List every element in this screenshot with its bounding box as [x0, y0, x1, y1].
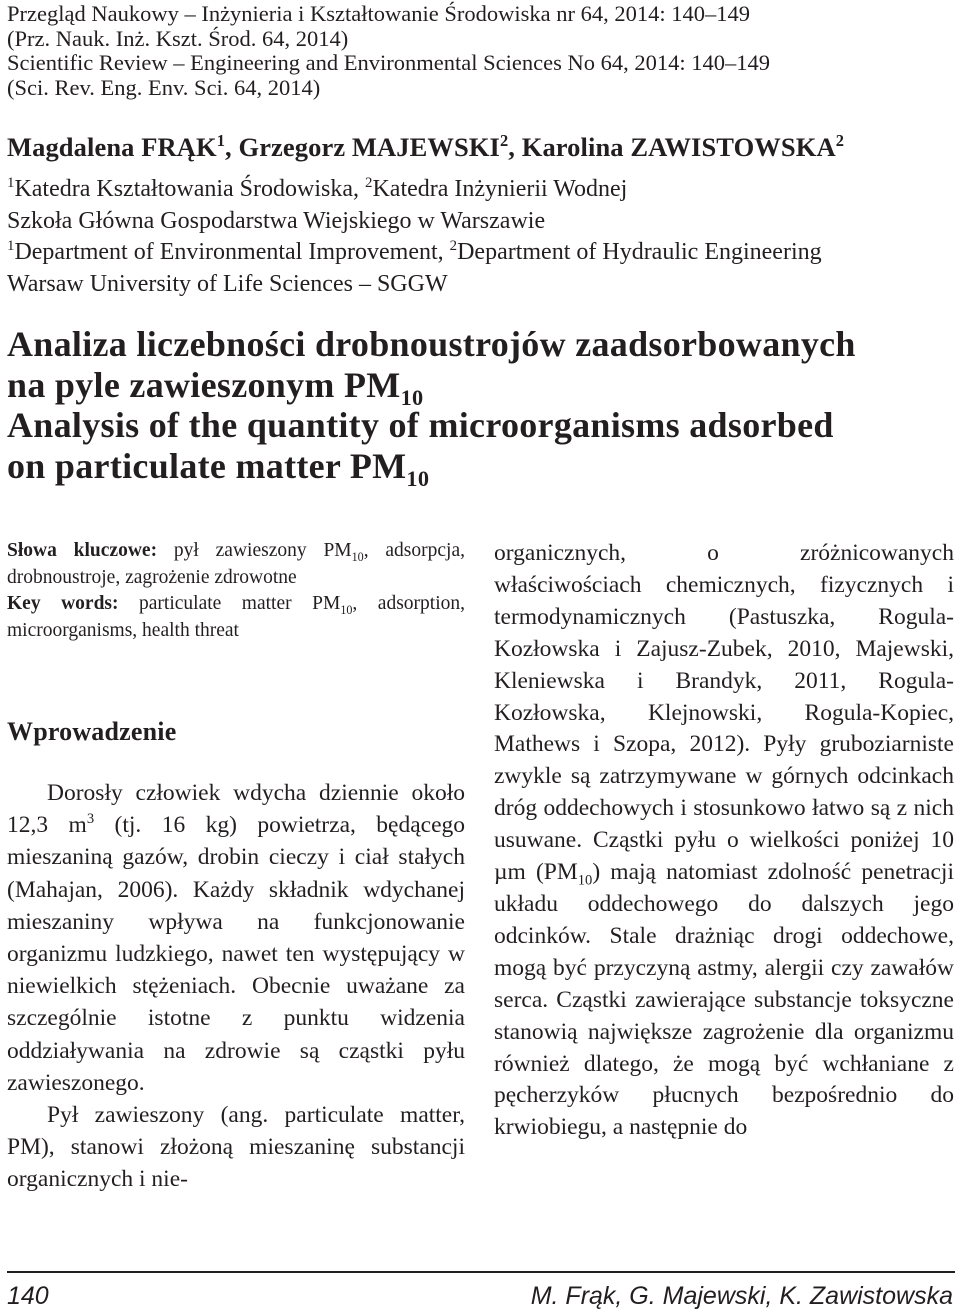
affiliations [7, 174, 947, 300]
journal-line-1: Przegląd Naukowy – Inżynieria i Kształtowanie Środowiska nr 64, 2014: 140–149 [7, 1, 750, 26]
affiliation-mark: 1 [7, 238, 15, 254]
paragraph-text: Dorosły człowiek wdycha dziennie około 12,3 m [7, 780, 465, 839]
keywords-polish-label: Słowa kluczowe: [7, 540, 158, 561]
affiliation-text: Katedra Kształtowania Środowiska, [14, 176, 366, 202]
affiliation-line-4: Warsaw University of Life Sciences – SGGW [7, 270, 448, 297]
affiliation-text: Katedra Inżynierii Wodnej [372, 176, 628, 202]
affiliation-mark: 1 [7, 175, 15, 191]
affiliation-mark: 2 [449, 238, 458, 254]
paragraph-text: organicznych, o zróżnicowanych właściwościach chemicznych, fizycznych i termodynamicznych (Pastuszka, Rogula-Kozłowska i Zajusz-Zubek, 2010, Majewski, Kleniewska i Brandyk, 2011, Rogula-Kozłowska, Klejnowski, Rogula-Kopiec, Mathews i Szopa, 2012). Pyły gruboziarniste zwykle są zatrzymywane w górnych odcinkach dróg oddechowych i stosunkowo łatwo są z nich usuwane. Cząstki pyłu o wielkości poniżej 10 µm (PM [494, 540, 954, 886]
affiliation-line-2: Szkoła Główna Gospodarstwa Wiejskiego w Warszawie [7, 207, 546, 234]
author-1: Magdalena FRĄK [7, 132, 217, 162]
affiliation-text: Department of Environmental Improvement, [14, 239, 450, 265]
title-english-line-2 [7, 445, 947, 491]
journal-line-3: Scientific Review – Engineering and Environmental Sciences No 64, 2014: 140–149 [7, 50, 770, 75]
affiliation-line-3 [7, 237, 947, 269]
left-column [7, 538, 465, 1196]
running-authors: M. Frąk, G. Majewski, K. Zawistowska [530, 1282, 953, 1310]
keywords-text: , adsorpcja, drobnoustroje, zagrożenie zdrowotne [7, 540, 465, 588]
affiliation-mark: 2 [365, 175, 373, 191]
paper-title [7, 324, 947, 491]
paragraph [494, 538, 954, 1144]
author-1-affiliation-mark: 1 [216, 131, 226, 151]
author-3-affiliation-mark: 2 [835, 131, 845, 151]
keywords-text: particulate matter PM [118, 593, 341, 614]
title-text: on particulate matter PM [7, 445, 407, 486]
author-list [7, 132, 947, 163]
journal-line-4: (Sci. Rev. Eng. Env. Sci. 64, 2014) [7, 74, 321, 100]
title-polish-line-2 [7, 364, 947, 410]
keywords-subscript: 10 [340, 602, 353, 617]
page-number: 140 [7, 1282, 49, 1310]
affiliation-line-1 [7, 174, 947, 206]
right-column [494, 538, 954, 1144]
paragraph-text: (tj. 16 kg) powietrza, będącego mieszaniną gazów, drobin cieczy i ciał stałych (Mahajan, 2006). Każdy składnik wdychanej mieszaniny wpływa na funkcjonowanie organizmu ludzkiego, nawet ten występujący w niewielkich stężeniach. Obecnie uważane za szczególnie istotne z punktu widzenia oddziaływania na zdrowie są cząstki pyłu zawieszonego. [7, 812, 466, 1096]
keywords-subscript: 10 [351, 549, 364, 564]
title-text: na pyle zawieszonym PM [7, 364, 401, 405]
title-subscript: 10 [400, 384, 424, 410]
journal-header [7, 2, 947, 100]
author-2-affiliation-mark: 2 [499, 131, 509, 151]
keywords-polish [7, 538, 465, 591]
journal-line-2: (Prz. Nauk. Inż. Kszt. Środ. 64, 2014) [7, 25, 349, 51]
affiliation-text: Department of Hydraulic Engineering [457, 239, 822, 265]
section-heading: Wprowadzenie [7, 717, 177, 746]
author-3: , Karolina ZAWISTOWSKA [508, 132, 836, 162]
superscript: 3 [86, 811, 95, 828]
keywords-english-label: Key words: [7, 593, 119, 614]
paragraph [7, 777, 465, 1099]
title-english-line-1: Analysis of the quantity of microorganisms adsorbed [7, 405, 834, 445]
title-polish-line-1: Analiza liczebności drobnoustrojów zaadsorbowanych [7, 324, 856, 364]
title-subscript: 10 [406, 465, 430, 491]
keywords-text: , adsorption, microorganisms, health threat [7, 593, 465, 641]
keywords-english [7, 591, 465, 644]
paragraph: Pył zawieszony (ang. particulate matter, PM), stanowi złożoną mieszaninę substancji organicznych i nie- [7, 1102, 465, 1193]
subscript: 10 [577, 872, 593, 889]
author-2: , Grzegorz MAJEWSKI [225, 132, 500, 162]
paragraph-text: ) mają natomiast zdolność penetracji układu oddechowego do dalszych jego odcinków. Stale drażniąc drogi oddechowe, mogą być przyczyną astmy, alergii czy zawałów serca. Cząstki zawierające substancje toksyczne stanowią największe zagrożenie dla organizmu również dlatego, że mogą być wchłaniane z pęcherzyków płucnych bezpośrednio do krwiobiegu, a następnie do [494, 859, 954, 1141]
keywords-text: pył zawieszony PM [157, 540, 352, 561]
footer-divider [7, 1271, 955, 1273]
